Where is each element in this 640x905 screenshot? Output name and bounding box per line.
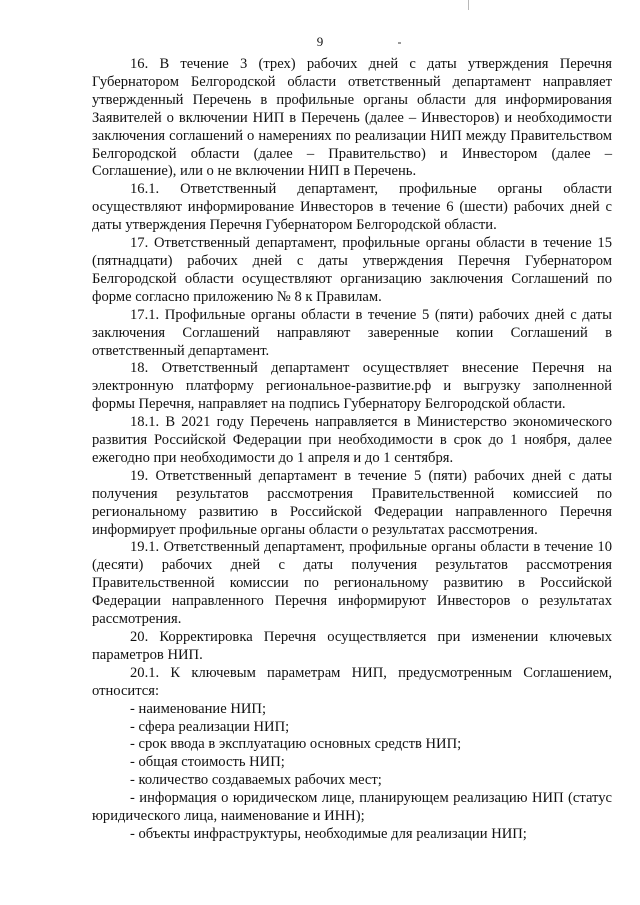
paragraph-17: 17. Ответственный департамент, профильные органы области в течение 15 (пятнадцати) рабочих дней с даты утверждения Перечня Губернатором Белгородской области осуществляют организацию заключения Соглашений по форме согласно приложению № 8 к Правилам. (92, 235, 612, 305)
paragraph-20: 20. Корректировка Перечня осуществляется при изменении ключевых параметров НИП. (92, 629, 612, 663)
list-item: - количество создаваемых рабочих мест; (130, 772, 382, 789)
paragraph-16-1: 16.1. Ответственный департамент, профильные органы области осуществляют информирование Инвесторов в течение 6 (шести) рабочих дней с даты утверждения Перечня Губернатором Белгородской области. (92, 181, 612, 234)
list-item: - наименование НИП; (130, 700, 267, 717)
list-item: - срок ввода в эксплуатацию основных средств НИП; (130, 736, 462, 753)
paragraph-17-1: 17.1. Профильные органы области в течение 5 (пяти) рабочих дней с даты заключения Соглашений направляют заверенные копии Соглашений в ответственный департамент. (92, 306, 612, 359)
paragraph-18-1: 18.1. В 2021 году Перечень направляется в Министерство экономического развития Российской Федерации при необходимости в срок до 1 ноября, далее ежегодно при необходимости до 1 апреля и до 1 сентября. (92, 414, 612, 466)
list-item: - сфера реализации НИП; (130, 718, 290, 735)
scan-artifact-line (468, 0, 469, 10)
paragraph-16: 16. В течение 3 (трех) рабочих дней с даты утверждения Перечня Губернатором Белгородской области ответственный департамент направляет утвержденный Перечень в профильные органы области для информирования Заявителей о включении НИП в Перечень (далее – Инвесторов) и необходимости заключения соглашений о намерениях по реализации НИП между Правительством Белгородской области (далее – Правительство) и Инвестором (далее – Соглашение), или о не включении НИП в Перечень. (92, 56, 612, 180)
paragraph-20-1: 20.1. К ключевым параметрам НИП, предусмотренным Соглашением, относится: (92, 664, 612, 699)
paragraph-18: 18. Ответственный департамент осуществляет внесение Перечня на электронную платформу региональное-развитие.рф и выгрузку заполненной формы Перечня, направляет на подпись Губернатору Белгородской области. (92, 360, 612, 413)
list-item: - общая стоимость НИП; (130, 754, 285, 771)
page-number: 9 (316, 34, 324, 49)
document-body (92, 56, 612, 844)
list-item: - объекты инфраструктуры, необходимые для реализации НИП; (130, 825, 527, 842)
paragraph-19: 19. Ответственный департамент в течение 5 (пяти) рабочих дней с даты получения результатов рассмотрения Правительственной комиссией по региональному развитию в Российской Федерации направленного Перечня информирует профильные органы области о результатах рассмотрения. (92, 467, 612, 538)
list-item: - информация о юридическом лице, планирующем реализацию НИП (статус юридического лица, наименование и ИНН); (92, 790, 612, 825)
paragraph-19-1: 19.1. Ответственный департамент, профильные органы области в течение 10 (десяти) рабочих дней с даты получения результатов рассмотрения Правительственной комиссии по региональному развитию в Российской Федерации направленного Перечня информируют Инвесторов о результатах рассмотрения. (92, 539, 612, 628)
